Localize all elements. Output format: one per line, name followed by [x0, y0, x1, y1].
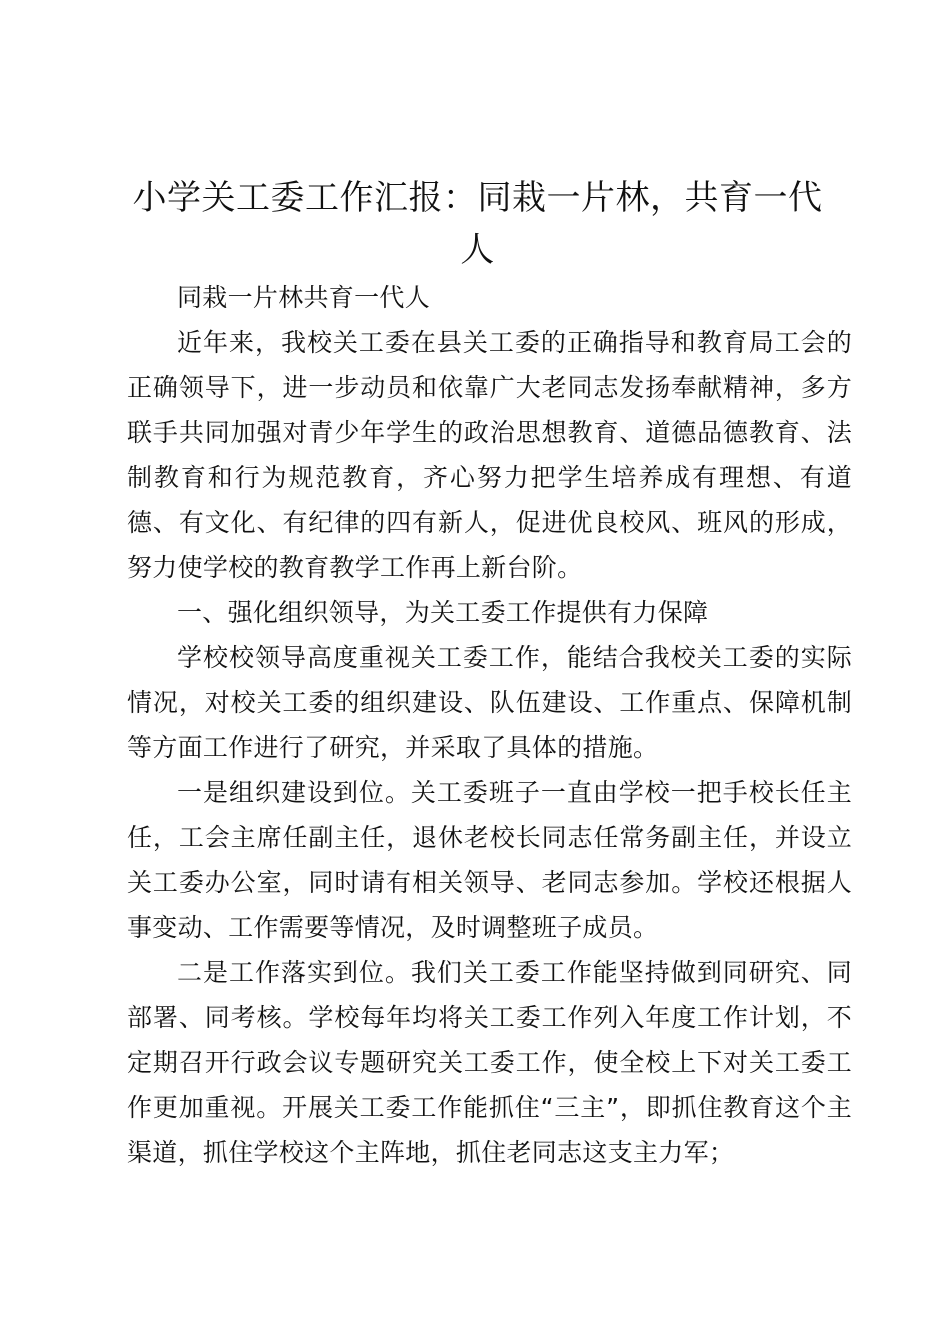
body-paragraph: 一是组织建设到位。关工委班子一直由学校一把手校长任主任，工会主席任副主任，退休老校长同志任常务副主任，并设立关工委办公室，同时请有相关领导、老同志参加。学校还根据人事变动、工作需要等情况，及时调整班子成员。	[127, 778, 852, 942]
intro-paragraph: 近年来，我校关工委在县关工委的正确指导和教育局工会的正确领导下，进一步动员和依靠广大老同志发扬奉献精神，多方联手共同加强对青少年学生的政治思想教育、道德品德教育、法制教育和行为规范教育，齐心努力把学生培养成有理想、有道德、有文化、有纪律的四有新人，促进优良校风、班风的形成，努力使学校的教育教学工作再上新台阶。	[127, 328, 852, 582]
section-heading: 一、强化组织领导，为关工委工作提供有力保障	[177, 598, 709, 627]
document-title: 小学关工委工作汇报：同栽一片林，共育一代人	[132, 178, 823, 270]
body-paragraph: 学校校领导高度重视关工委工作，能结合我校关工委的实际情况，对校关工委的组织建设、队伍建设、工作重点、保障机制等方面工作进行了研究，并采取了具体的措施。	[127, 643, 852, 762]
subtitle-paragraph: 同栽一片林共育一代人	[177, 283, 431, 312]
body-paragraph: 二是工作落实到位。我们关工委工作能坚持做到同研究、同部署、同考核。学校每年均将关工委工作列入年度工作计划，不定期召开行政会议专题研究关工委工作，使全校上下对关工委工作更加重视。开展关工委工作能抓住“三主”，即抓住教育这个主渠道，抓住学校这个主阵地，抓住老同志这支主力军；	[127, 958, 852, 1167]
document-body	[127, 275, 852, 1175]
